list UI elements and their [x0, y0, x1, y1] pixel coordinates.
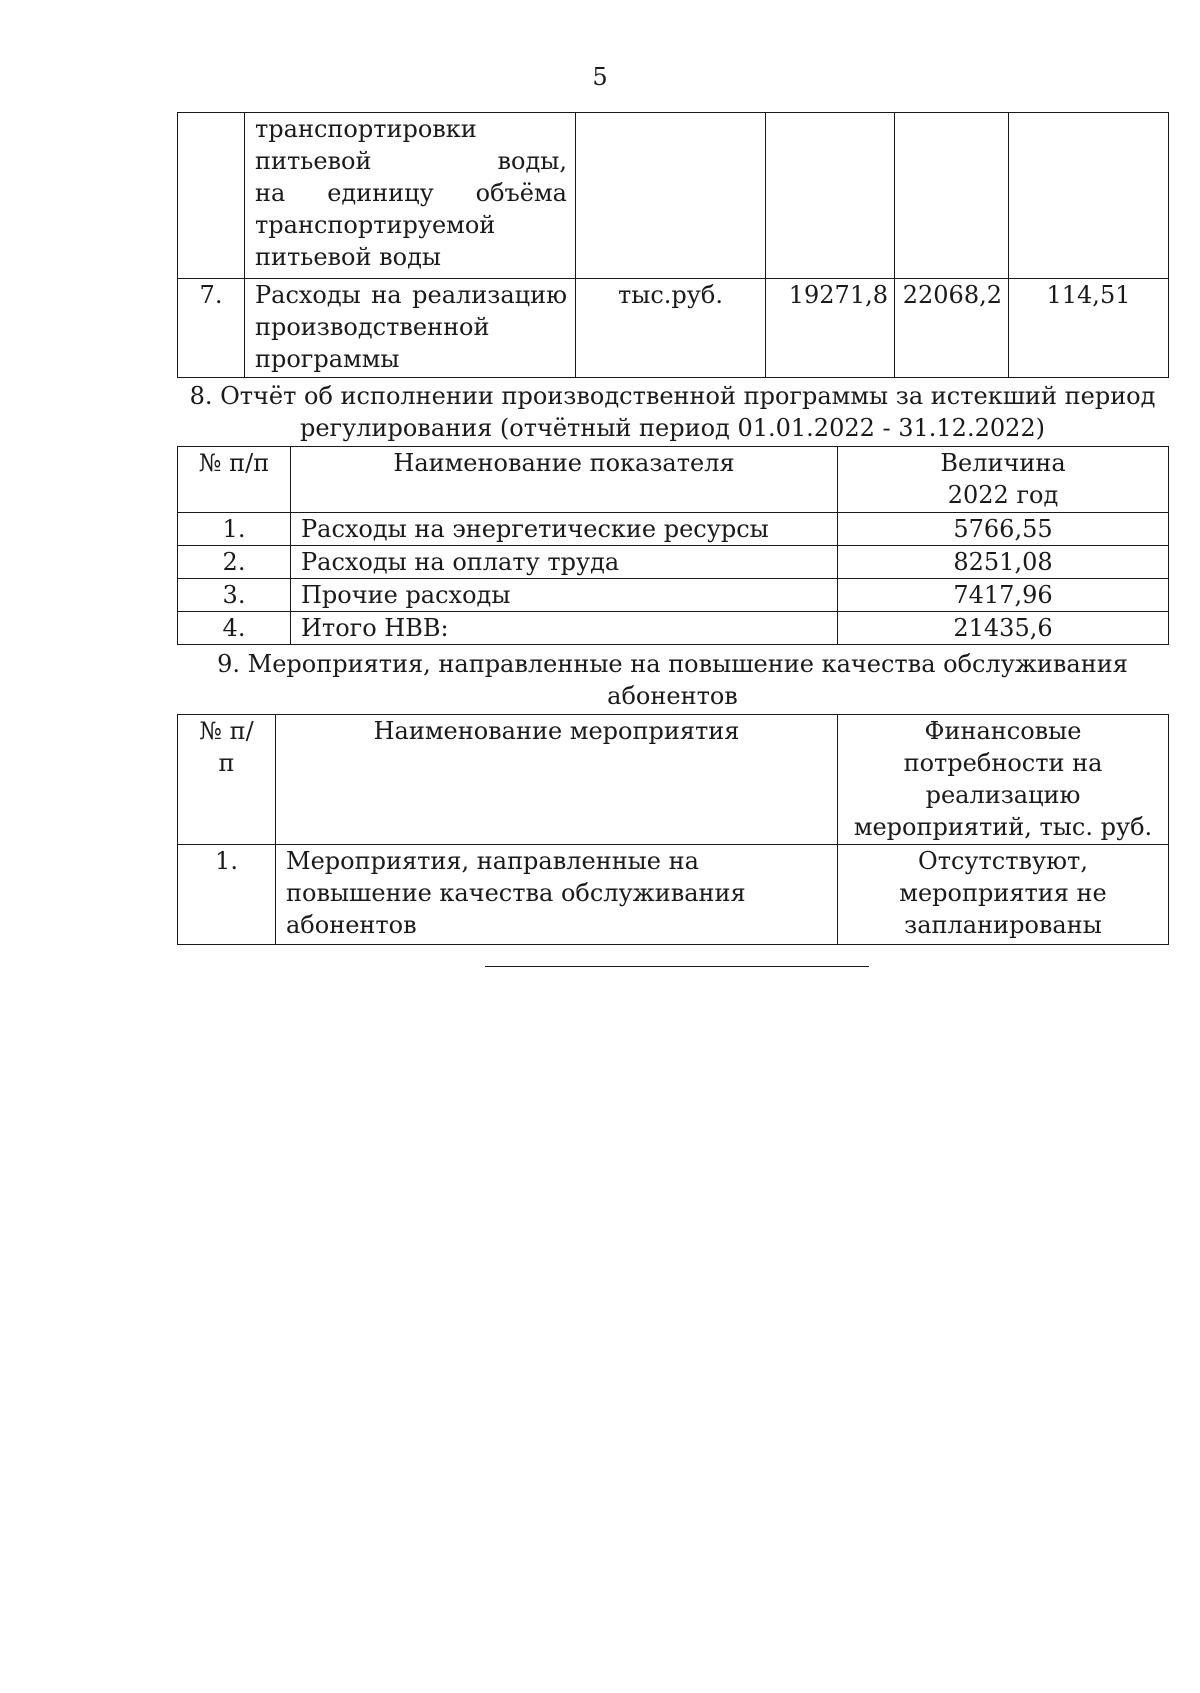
table-row [178, 113, 1169, 279]
table-header-row [178, 447, 1169, 513]
table-row: 1. Расходы на энергетические ресурсы 5766,55 [178, 513, 1169, 546]
header-finance: Финансовые потребности на реализацию мероприятий, тыс. руб. [838, 715, 1169, 845]
cont-word: объёма [475, 179, 567, 207]
indicators-table-continued [177, 112, 1169, 378]
end-rule [485, 966, 869, 967]
table-row: 2. Расходы на оплату труда 8251,08 [178, 546, 1169, 579]
indicator-name: Расходы на реализацию производственной программы [245, 279, 576, 378]
report-table [177, 446, 1169, 645]
header-name: Наименование показателя [291, 447, 838, 513]
cont-word: единицу [327, 179, 434, 207]
cont-word: на [255, 179, 286, 207]
value-2: 22068,2 [895, 279, 1009, 378]
header-value: Величина 2022 год [838, 447, 1169, 513]
page-number: 5 [592, 63, 608, 91]
table-row [178, 279, 1169, 378]
section-9-heading: 9. Мероприятия, направленные на повышение качества обслуживания абонентов [217, 650, 1128, 710]
table-header-row [178, 715, 1169, 845]
value-1: 19271,8 [766, 279, 895, 378]
table-row: 4. Итого НВВ: 21435,6 [178, 612, 1169, 645]
cont-word: воды, [497, 147, 567, 175]
unit: тыс.руб. [576, 279, 766, 378]
indicator-name-continued: транспортировки питьевой воды, на единицу объёма транспортируемой питьевой воды [245, 113, 576, 279]
measures-table [177, 714, 1169, 945]
row-number: 7. [178, 279, 245, 378]
table-row: 1. Мероприятия, направленные на повышение качества обслуживания абонентов Отсутствуют, мероприятия не запланированы [178, 845, 1169, 945]
section-8-heading: 8. Отчёт об исполнении производственной программы за истекший период регулирования (отчётный период 01.01.2022 - 31.12.2022) [189, 382, 1156, 442]
table-row: 3. Прочие расходы 7417,96 [178, 579, 1169, 612]
header-num: № п/п [178, 715, 276, 845]
header-name: Наименование мероприятия [276, 715, 838, 845]
header-num: № п/п [178, 447, 291, 513]
cont-word: питьевой [255, 147, 372, 175]
value-3: 114,51 [1009, 279, 1169, 378]
